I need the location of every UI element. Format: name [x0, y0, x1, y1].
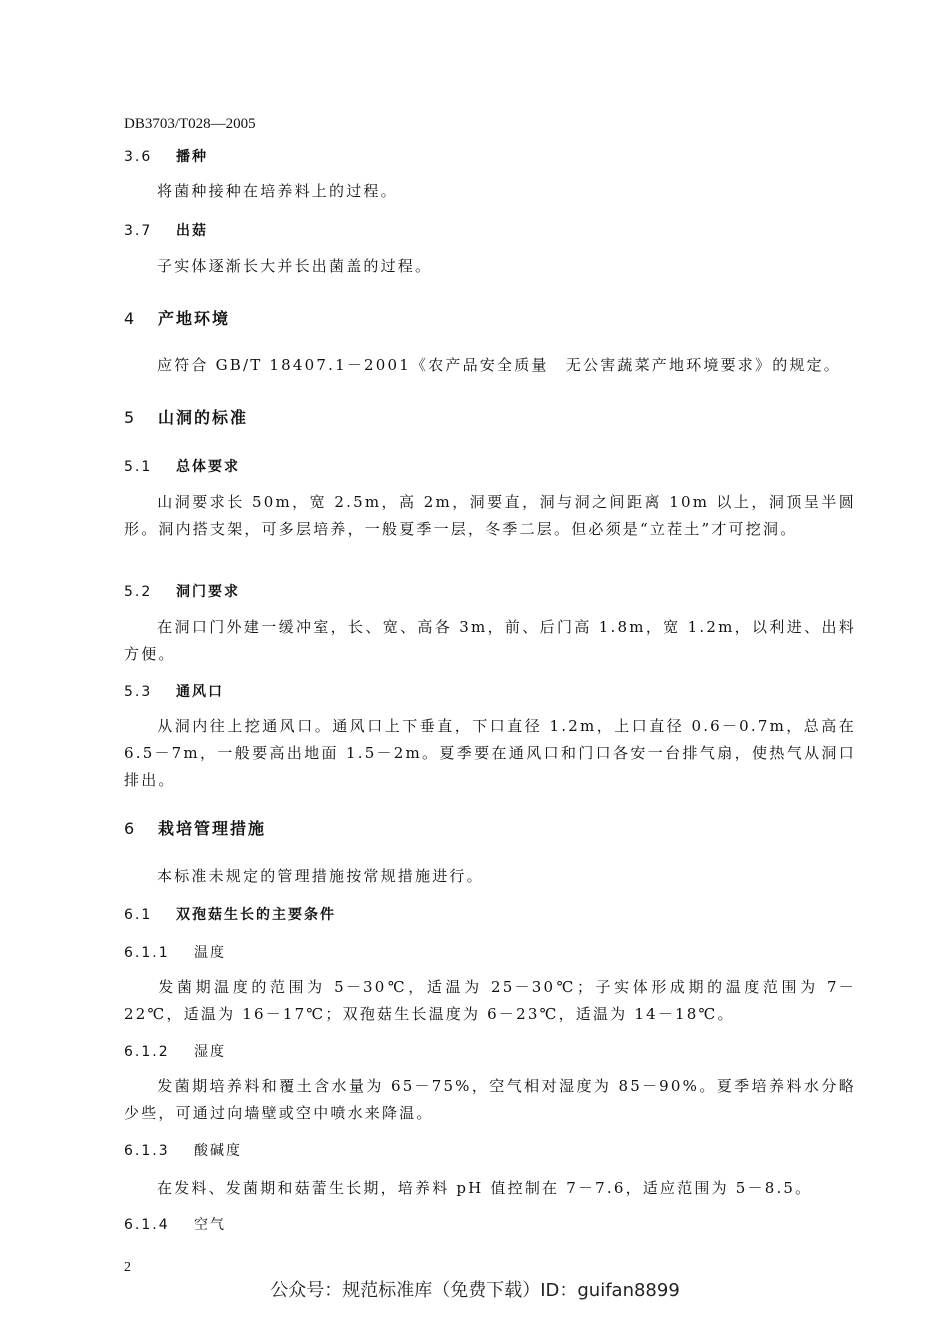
- section-3-7-text: [124, 253, 856, 280]
- section-5-2-text: [124, 614, 856, 668]
- section-5-heading: [124, 405, 248, 428]
- section-6-heading: [124, 816, 266, 839]
- paragraph-text: 在发料、发菌期和菇蕾生长期，培养料 pH 值控制在 7－7.6，适应范围为 5－8.5。: [157, 1179, 813, 1197]
- paragraph-text: 本标准未规定的管理措施按常规措施进行。: [157, 867, 484, 885]
- section-title: 通风口: [176, 684, 224, 700]
- section-title: 播种: [176, 149, 208, 165]
- section-number: 5: [124, 408, 137, 427]
- section-title: 湿度: [194, 1044, 226, 1060]
- section-number: 6.1: [124, 907, 153, 923]
- section-6-text: [124, 863, 856, 890]
- section-3-7-heading: [124, 220, 208, 240]
- section-number: 4: [124, 309, 137, 328]
- section-number: 5.3: [124, 684, 153, 700]
- section-6-1-1-heading: [124, 942, 226, 962]
- section-title: 双孢菇生长的主要条件: [176, 907, 336, 923]
- section-title: 栽培管理措施: [158, 819, 267, 838]
- section-4-heading: [124, 306, 230, 329]
- section-6-1-3-heading: [124, 1140, 242, 1160]
- paragraph-text: 发菌期温度的范围为 5－30℃，适温为 25－30℃；子实体形成期的温度范围为 7－22℃，适温为 16－17℃；双孢菇生长温度为 6－23℃，适温为 14－18℃。: [124, 978, 856, 1023]
- section-number: 3.7: [124, 223, 153, 239]
- section-title: 总体要求: [176, 459, 240, 475]
- section-title: 温度: [194, 945, 226, 961]
- footer-watermark-text: 公众号：规范标准库（免费下载）ID：guifan8899: [270, 1280, 680, 1301]
- section-6-1-3-text: [124, 1175, 856, 1202]
- paragraph-text: 应符合 GB/T 18407.1－2001《农产品安全质量 无公害蔬菜产地环境要求》的规定。: [157, 356, 842, 374]
- paragraph-text: 将菌种接种在培养料上的过程。: [157, 182, 398, 200]
- section-title: 产地环境: [158, 309, 231, 328]
- section-title: 空气: [194, 1217, 226, 1233]
- paragraph-text: 发菌期培养料和覆土含水量为 65－75%，空气相对湿度为 85－90%。夏季培养料水分略少些，可通过向墙壁或空中喷水来降温。: [124, 1077, 856, 1122]
- section-6-1-heading: [124, 904, 336, 924]
- section-4-text: [124, 352, 856, 379]
- paragraph-text: 在洞口门外建一缓冲室，长、宽、高各 3m，前、后门高 1.8m，宽 1.2m，以利进、出料方便。: [124, 618, 856, 663]
- section-title: 出菇: [176, 223, 208, 239]
- paragraph-text: 子实体逐渐长大并长出菌盖的过程。: [157, 257, 433, 275]
- document-code: DB3703/T028—2005: [124, 116, 256, 132]
- section-number: 6.1.3: [124, 1143, 170, 1159]
- page-number: 2: [124, 1260, 131, 1275]
- section-5-2-heading: [124, 581, 240, 601]
- section-title: 山洞的标准: [158, 408, 249, 427]
- section-5-3-text: [124, 713, 856, 794]
- paragraph-text: 从洞内往上挖通风口。通风口上下垂直，下口直径 1.2m，上口直径 0.6－0.7m，总高在 6.5－7m，一般要高出地面 1.5－2m。夏季要在通风口和门口各安一台排气扇，使热气从洞口排出。: [124, 717, 856, 789]
- section-5-3-heading: [124, 681, 224, 701]
- section-6-1-4-heading: [124, 1214, 226, 1234]
- section-6-1-2-heading: [124, 1041, 226, 1061]
- section-number: 6.1.1: [124, 945, 170, 961]
- section-number: 5.2: [124, 584, 153, 600]
- section-number: 6.1.4: [124, 1217, 170, 1233]
- paragraph-text: 山洞要求长 50m，宽 2.5m，高 2m，洞要直，洞与洞之间距离 10m 以上，洞顶呈半圆形。洞内搭支架，可多层培养，一般夏季一层，冬季二层。但必须是“立茬土”才可挖洞。: [124, 493, 856, 538]
- section-number: 6.1.2: [124, 1044, 170, 1060]
- section-5-1-text: [124, 489, 856, 543]
- section-number: 6: [124, 819, 137, 838]
- section-6-1-2-text: [124, 1073, 856, 1127]
- section-title: 洞门要求: [176, 584, 240, 600]
- section-number: 3.6: [124, 149, 153, 165]
- section-title: 酸碱度: [194, 1143, 242, 1159]
- section-5-1-heading: [124, 456, 240, 476]
- section-3-6-text: [124, 178, 856, 205]
- section-number: 5.1: [124, 459, 153, 475]
- section-3-6-heading: [124, 146, 208, 166]
- section-6-1-1-text: [124, 974, 856, 1028]
